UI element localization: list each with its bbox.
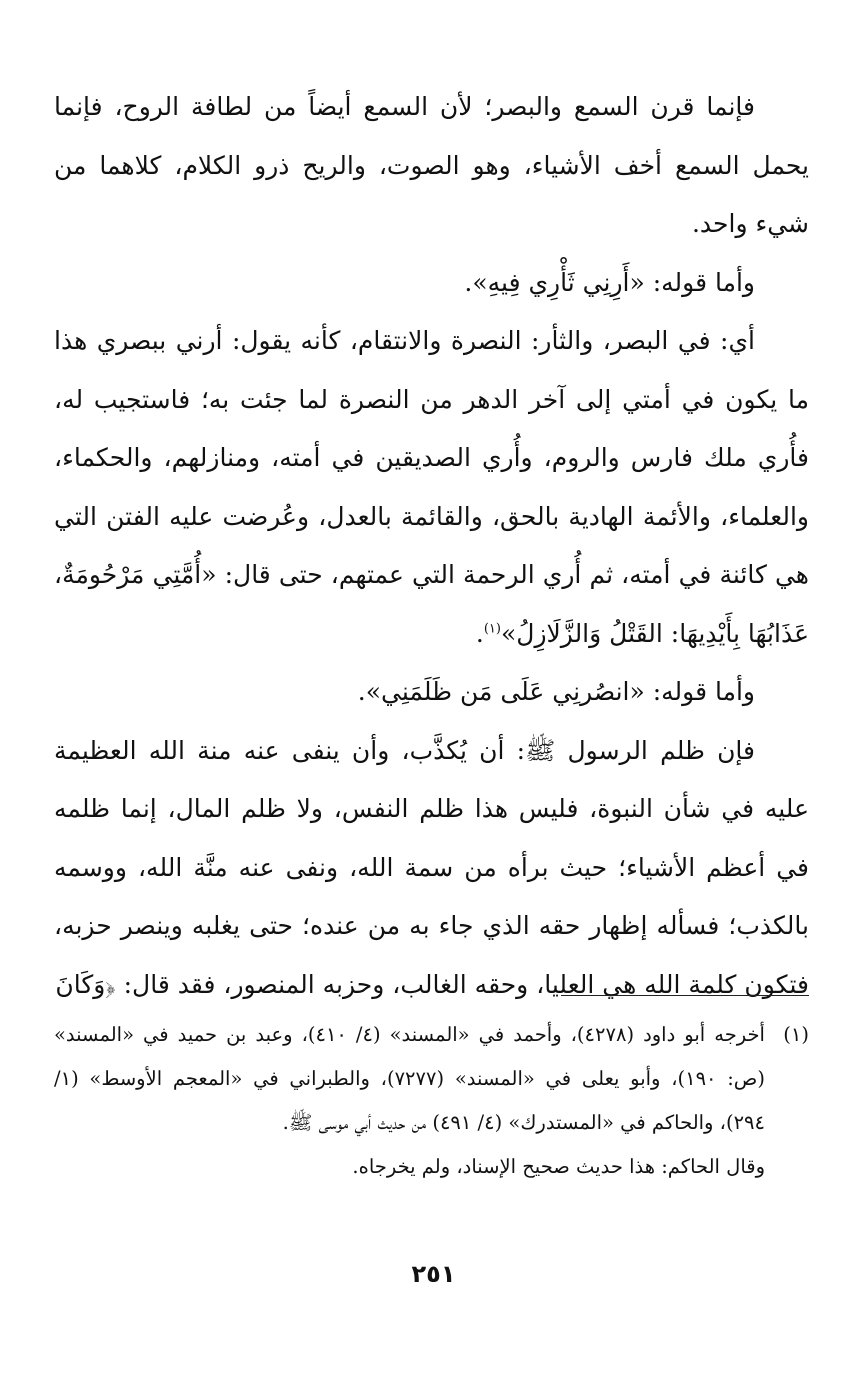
footnote-separator	[561, 995, 809, 996]
page-number: ٢٥١	[411, 1260, 456, 1288]
footnote-1	[54, 1013, 809, 1145]
paragraph-2-heading: وأما قوله: «أَرِنِي ثَأْرِي فِيهِ».	[464, 267, 755, 297]
paragraph-5	[54, 722, 809, 1015]
footnote-text: أخرجه أبو داود (٤٢٧٨)، وأحمد في «المسند» (٤/ ٤١٠)، وعبد بن حميد في «المسند» (ص: ١٩٠)، وأبو يعلى في «المسند» (٧٢٧٧)، والطبراني في «المعجم الأوسط» (١/ ٢٩٤)، والحاكم في «المستدرك» (٤/ ٤٩١) من حديث أبي موسى ﷺ.	[54, 1023, 765, 1134]
paragraph-3-end: .	[475, 618, 484, 648]
quran-quote-start: ﴿وَكَانَ	[55, 969, 116, 999]
footnote-reference[interactable]: (١)	[483, 621, 501, 637]
paragraph-5-text: فإن ظلم الرسول ﷺ: أن يُكذَّب، وأن ينفى عنه منة الله العظيمة عليه في شأن النبوة، فليس هذا ظلم النفس، ولا ظلم المال، إنما ظلمه في أعظم الأشياء؛ حيث برأه من سمة الله، ونفى عنه منَّة الله، ووسمه بالكذب؛ فسأله إظهار حقه الذي جاء به من عنده؛ حتى يغلبه وينصر حزبه، فتكون كلمة الله هي العليا، وحقه الغالب، وحزبه المنصور، فقد قال:	[54, 735, 809, 999]
paragraph-3-text: أي: في البصر، والثأر: النصرة والانتقام، كأنه يقول: أرني ببصري هذا ما يكون في أمتي إلى آخر الدهر من النصرة لما جئت به؛ فاستجيب له، فأُري ملك فارس والروم، وأُري الصديقين في أمته، ومنازلهم، والحكماء، والعلماء، والأئمة الهادية بالحق، والقائمة بالعدل، وعُرضت عليه الفتن التي هي كائنة في أمته، ثم أُري الرحمة التي عمتهم، حتى قال: «أُمَّتِي مَرْحُومَةٌ، عَذَابُهَا بِأَيْدِيهَا: القَتْلُ وَالزَّلَازِلُ»	[54, 326, 809, 648]
paragraph-1: فإنما قرن السمع والبصر؛ لأن السمع أيضاً من لطافة الروح، فإنما يحمل السمع أخف الأشياء، وهو الصوت، والريح ذرو الكلام، كلاهما من شيء واحد.	[54, 92, 809, 238]
page-body	[54, 78, 809, 1014]
paragraph-3	[54, 312, 809, 663]
paragraph-4-heading: وأما قوله: «انصُرنِي عَلَى مَن ظَلَمَنِي».	[357, 677, 755, 706]
footnote-number: (١)	[783, 1023, 809, 1046]
footnote-note: وقال الحاكم: هذا حديث صحيح الإسناد، ولم يخرجاه.	[352, 1155, 765, 1178]
main-text	[54, 78, 809, 1014]
footnotes	[54, 1013, 809, 1189]
